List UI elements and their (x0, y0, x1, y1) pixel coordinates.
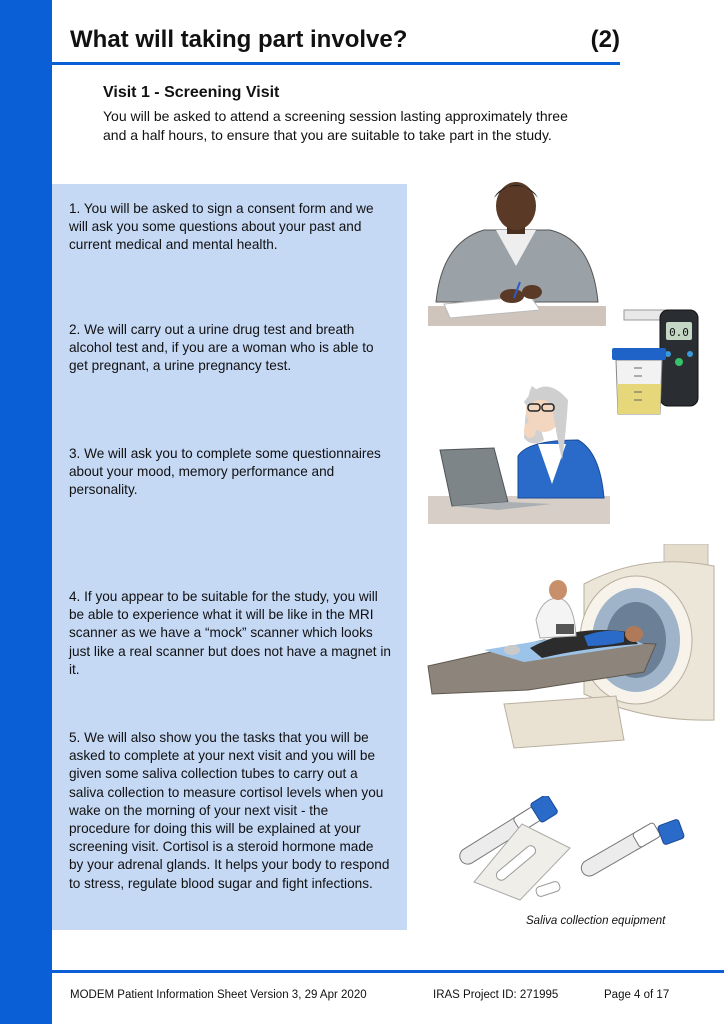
title-divider (52, 62, 620, 65)
page-title: What will taking part involve? (70, 26, 408, 53)
footer-divider (52, 970, 724, 973)
footer-document-version: MODEM Patient Information Sheet Version 3, 29 Apr 2020 (70, 989, 367, 1001)
footer-page-number: Page 4 of 17 (604, 989, 670, 1001)
visit-heading: Visit 1 - Screening Visit (103, 84, 280, 101)
step-4: 4. If you appear to be suitable for the study, you will be able to experience what it will be like in the MRI scanner as we have a “mock” scanner which looks just like a real scanner but does not have a magnet in it. (69, 589, 391, 677)
saliva-caption: Saliva collection equipment (526, 915, 666, 927)
footer-project-id: IRAS Project ID: 271995 (433, 989, 559, 1001)
side-accent-bar (0, 0, 52, 1024)
mock-mri-scanner-illustration (424, 544, 720, 752)
step-1: 1. You will be asked to sign a consent form and we will ask you some questions about your past and current medical and mental health. (69, 201, 374, 253)
breathalyser-reading: 0.0 (669, 326, 689, 339)
saliva-collection-illustration (454, 796, 694, 902)
questionnaire-illustration (428, 374, 612, 526)
consent-form-illustration (428, 178, 606, 326)
visit-intro: You will be asked to attend a screening session lasting approximately three and a half hours, to ensure that you are suitable to take part in the study. (103, 108, 568, 143)
step-3: 3. We will ask you to complete some questionnaires about your mood, memory performance and personality. (69, 446, 381, 498)
section-number: (2) (590, 26, 620, 53)
steps-panel (52, 184, 407, 930)
urine-and-breath-test-illustration (612, 304, 702, 430)
step-2: 2. We will carry out a urine drug test and breath alcohol test and, if you are a woman who is able to get pregnant, a urine pregnancy test. (69, 322, 374, 374)
step-5: 5. We will also show you the tasks that you will be asked to complete at your next visit and you will be given some saliva collection tubes to carry out a saliva collection to measure cortisol levels when you wake on the morning of your next visit - the procedure for doing this will be explained at your screening visit. Cortisol is a steroid hormone made by your adrenal glands. It helps your body to respond to stress, regulate blood sugar and fight infections. (69, 730, 390, 891)
